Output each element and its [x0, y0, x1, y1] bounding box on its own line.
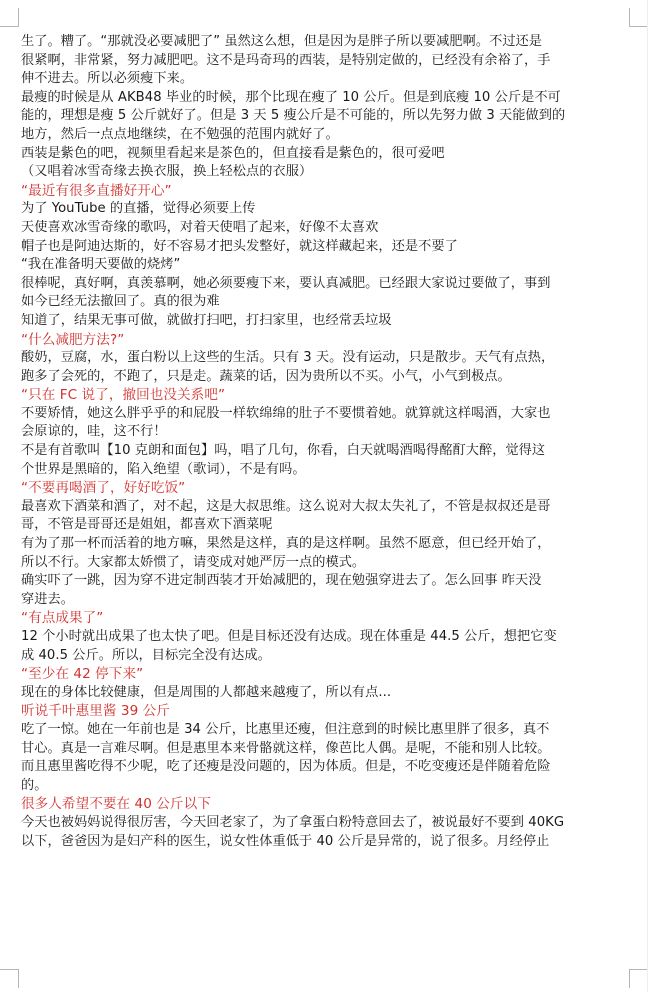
crop-mark-top-right — [629, 8, 648, 27]
text-line: 的。 — [21, 777, 48, 793]
section-heading: “至少在 42 停下来” — [21, 666, 144, 683]
document-body — [21, 33, 581, 851]
text-line: 最瘦的时候是从 AKB48 毕业的时候，那个比现在瘦了 10 公斤。但是到底瘦 10 公斤是不可 — [21, 89, 561, 105]
text-line: 确实吓了一跳，因为穿不进定制西装才开始减肥的，现在勉强穿进去了。怎么回事 昨天没 — [21, 573, 542, 589]
text-line: 12 个小时就出成果了也太快了吧。但是目标还没有达成。现在体重是 44.5 公斤，想把它变 — [21, 629, 557, 644]
text-line: 不是有首歌叫【10 克朗和面包】吗，唱了几句，你看，白天就喝酒喝得酩酊大醉，觉得这 — [21, 443, 546, 459]
text-line: 很棒呢，真好啊，真羡慕啊，她必须要瘦下来，要认真减肥。已经跟大家说过要做了，事到 — [21, 275, 551, 291]
text-line: 跑多了会死的，不跑了，只是走。蔬菜的话，因为贵所以不买。小气，小气到极点。 — [21, 368, 511, 384]
text-line: 如今已经无法撤回了。真的很为难 — [21, 294, 220, 310]
crop-mark-top-left — [0, 8, 19, 27]
text-line: 甘心。真是一言难尽啊。但是惠里本来骨骼就这样，像芭比人偶。是呢，不能和别人比较。 — [21, 740, 551, 756]
text-line: 有为了那一杯而活着的地方嘛，果然是这样，真的是这样啊。虽然不愿意，但已经开始了， — [21, 536, 551, 552]
text-line: 最喜欢下酒菜和酒了，对不起，这是大叔思维。这么说对大叔太失礼了，不管是叔叔还是哥 — [21, 498, 551, 514]
section-heading: “不要再喝酒了，好好吃饭” — [21, 480, 186, 497]
text-line: “我在准备明天要做的烧烤” — [21, 257, 181, 273]
text-line: 生了。糟了。“那就没必要减肥了” 虽然这么想，但是因为是胖子所以要减肥啊。不过还是 — [21, 34, 543, 49]
text-line: 今天也被妈妈说得很厉害，今天回老家了，为了拿蛋白粉特意回去了，被说最好不要到 40KG — [21, 814, 565, 830]
text-line: 天使喜欢冰雪奇缘的歌吗，对着天使唱了起来，好像不太喜欢 — [21, 219, 379, 235]
text-line: 为了 YouTube 的直播，觉得必须要上传 — [21, 201, 256, 217]
text-line: 所以不行。大家都太娇惯了，请变成对她严厉一点的模式。 — [21, 554, 366, 570]
section-heading: 很多人希望不要在 40 公斤以下 — [21, 796, 211, 813]
section-heading: 听说千叶惠里酱 39 公斤 — [21, 703, 170, 720]
section-heading: “只在 FC 说了，撤回也没关系吧” — [21, 387, 226, 404]
text-line: 以下，爸爸因为是妇产科的医生，说女性体重低于 40 公斤是异常的，说了很多。月经停止 — [21, 833, 550, 849]
text-line: 能的，理想是瘦 5 公斤就好了。但是 3 天 5 瘦公斤是不可能的，所以先努力做 3 天能做到的 — [21, 108, 566, 124]
text-line: 不要矫情，她这么胖乎乎的和屁股一样软绵绵的肚子不要惯着她。就算就这样喝酒，大家也 — [21, 405, 551, 421]
text-line: 伸不进去。所以必须瘦下来。 — [21, 71, 194, 87]
text-line: 西装是紫色的吧，视频里看起来是茶色的，但直接看是紫色的，很可爱吧 — [21, 145, 445, 161]
text-line: 穿进去。 — [21, 591, 74, 607]
text-line: 很紧啊，非常紧，努力减肥吧。这不是玛奇玛的西装，是特别定做的，已经没有余裕了，手 — [21, 52, 551, 68]
text-line: （又唱着冰雪奇缘去换衣服，换上轻松点的衣服） — [21, 164, 313, 180]
text-line: 而且惠里酱吃得不少呢，吃了还瘦是没问题的，因为体质。但是，不吃变瘦还是伴随着危险 — [21, 759, 551, 775]
text-line: 吃了一惊。她在一年前也是 34 公斤，比惠里还瘦，但注意到的时候比惠里胖了很多，真不 — [21, 721, 550, 737]
section-heading: “最近有很多直播好开心” — [21, 182, 172, 199]
text-line: 帽子也是阿迪达斯的，好不容易才把头发整好，就这样藏起来，还是不要了 — [21, 238, 458, 254]
text-line: 个世界是黑暗的，陷入绝望（歌词），不是有吗。 — [21, 461, 306, 477]
crop-mark-bottom-right — [629, 969, 648, 988]
text-line: 地方，然后一点点地继续，在不勉强的范围内就好了。 — [21, 126, 339, 142]
text-line: 会原谅的，哇，这不行！ — [21, 424, 167, 440]
section-heading: “什么减肥方法?” — [21, 331, 125, 348]
section-heading: “有点成果了” — [21, 610, 104, 627]
text-line: 知道了，结果无事可做，就做打扫吧，打扫家里，也经常丢垃圾 — [21, 312, 392, 328]
text-line: 酸奶，豆腐，水，蛋白粉以上这些的生活。只有 3 天。没有运动，只是散步。天气有点热， — [21, 350, 555, 366]
text-line: 现在的身体比较健康，但是周围的人都越来越瘦了，所以有点... — [21, 684, 392, 700]
text-line: 哥，不管是哥哥还是姐姐，都喜欢下酒菜呢 — [21, 517, 273, 533]
text-line: 成 40.5 公斤。所以，目标完全没有达成。 — [21, 647, 271, 663]
crop-mark-bottom-left — [0, 969, 19, 988]
